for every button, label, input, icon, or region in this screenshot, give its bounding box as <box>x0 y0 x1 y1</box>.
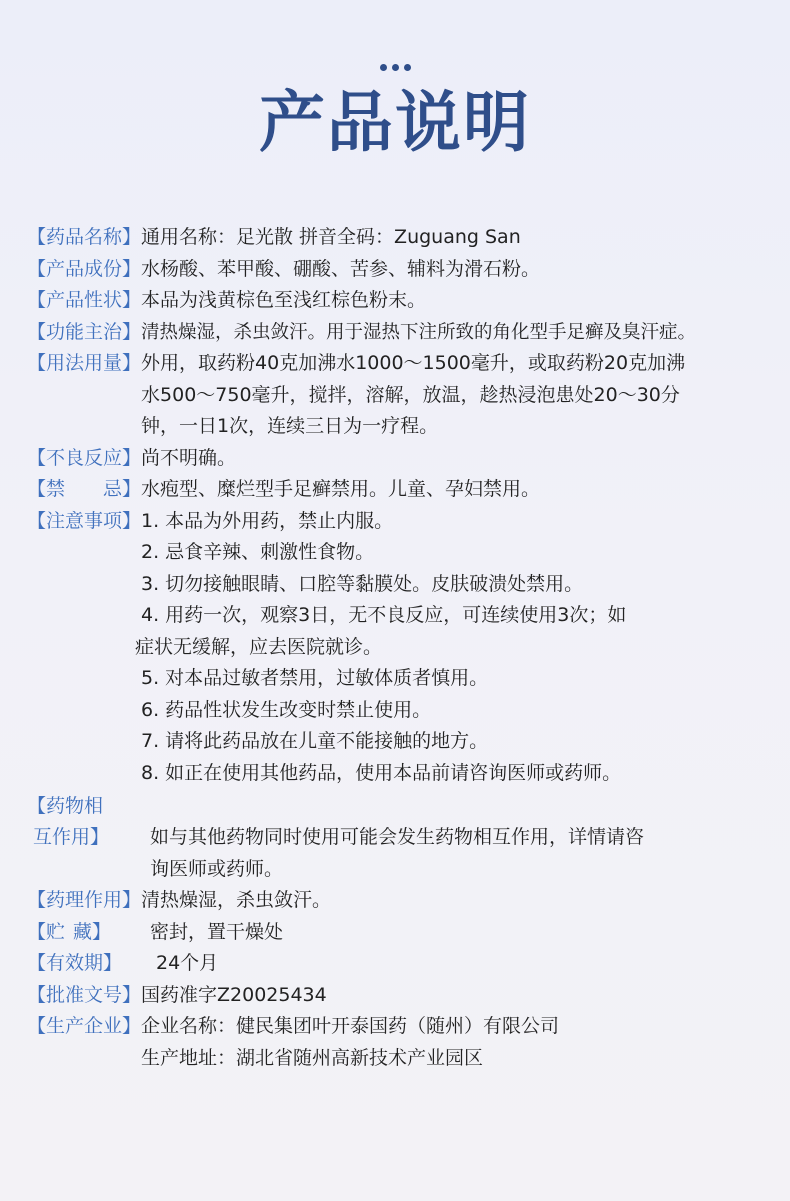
list-item-continuation: 症状无缓解，应去医院就诊。 <box>135 635 383 658</box>
section-label: 【药理作用】 <box>27 889 142 911</box>
section-validity <box>27 948 790 980</box>
section-label: 【不良反应】 <box>27 446 142 469</box>
section-label: 【有效期】 <box>27 952 123 974</box>
content-line: 通用名称：足光散 拼音全码：Zuguang San <box>141 226 521 248</box>
content-line: 清热燥湿，杀虫敛汗。 <box>141 889 332 911</box>
label-part: 【禁 <box>27 478 66 500</box>
list-item: 4. 用药一次，观察3日，无不良反应，可连续使用3次；如 <box>141 604 627 626</box>
section-label: 【产品性状】 <box>27 289 142 311</box>
list-item: 6. 药品性状发生改变时禁止使用。 <box>141 698 432 721</box>
section-contraindications <box>27 474 790 506</box>
section-label: 【注意事项】 <box>27 509 142 532</box>
list-item: 8. 如正在使用其他药品，使用本品前请咨询医师或药师。 <box>141 761 622 784</box>
product-description <box>27 222 790 1074</box>
section-interactions <box>27 791 790 885</box>
section-content <box>141 443 790 475</box>
section-dosage <box>27 348 790 443</box>
section-content <box>141 285 790 317</box>
content-line: 水疱型、糜烂型手足癣禁用。儿童、孕妇禁用。 <box>141 478 541 500</box>
section-adverse <box>27 443 790 475</box>
label-part: 藏】 <box>73 920 112 943</box>
section-storage <box>27 917 790 949</box>
section-content <box>150 917 790 949</box>
section-pharmacology <box>27 885 790 917</box>
section-manufacturer <box>27 1011 790 1074</box>
section-content <box>156 948 790 980</box>
label-line: 互作用】 <box>33 826 110 848</box>
section-label: 【生产企业】 <box>27 1015 142 1037</box>
section-content <box>135 506 790 790</box>
section-label: 【产品成份】 <box>27 257 142 280</box>
label-line: 【药物相 <box>27 795 104 817</box>
dot-icon <box>404 64 411 71</box>
content-line: 企业名称：健民集团叶开泰国药（随州）有限公司 <box>141 1015 560 1037</box>
section-content <box>141 222 790 254</box>
content-line: 本品为浅黄棕色至浅红棕色粉末。 <box>141 289 427 311</box>
content-line: 国药准字Z20025434 <box>141 983 327 1006</box>
section-label: 【用法用量】 <box>27 352 142 374</box>
section-label <box>27 791 150 853</box>
content-line: 询医师或药师。 <box>150 857 284 880</box>
page-title: 产品说明 <box>259 84 531 161</box>
content-line: 外用，取药粉40克加沸水1000～1500毫升，或取药粉20克加沸 <box>141 352 686 374</box>
content-line: 水500～750毫升，搅拌，溶解，放温，趁热浸泡患处20～30分 <box>141 383 680 406</box>
content-line: 钟，一日1次，连续三日为一疗程。 <box>141 415 439 437</box>
section-ingredients <box>27 254 790 286</box>
section-appearance <box>27 285 790 317</box>
section-label: 【药品名称】 <box>27 226 142 248</box>
section-label: 【批准文号】 <box>27 983 142 1006</box>
content-line: 密封，置干燥处 <box>150 920 284 943</box>
label-part: 【贮 <box>27 920 66 943</box>
list-item: 2. 忌食辛辣、刺激性食物。 <box>141 541 375 563</box>
label-part: 忌】 <box>103 478 142 500</box>
list-item: 3. 切勿接触眼睛、口腔等黏膜处。皮肤破溃处禁用。 <box>141 572 584 595</box>
list-item: 7. 请将此药品放在儿童不能接触的地方。 <box>141 730 489 752</box>
content-line: 尚不明确。 <box>141 446 237 469</box>
content-line: 如与其他药物同时使用可能会发生药物相互作用，详情请咨 <box>150 826 645 848</box>
content-line: 生产地址：湖北省随州高新技术产业园区 <box>141 1046 484 1069</box>
section-content <box>141 474 790 506</box>
content-line: 24个月 <box>156 952 219 974</box>
section-content <box>141 254 790 286</box>
section-content <box>141 348 790 443</box>
content-line: 水杨酸、苯甲酸、硼酸、苦参、辅料为滑石粉。 <box>141 257 541 280</box>
section-indications <box>27 317 790 349</box>
dot-icon <box>380 64 387 71</box>
decor-dots <box>0 56 790 66</box>
section-approval <box>27 980 790 1012</box>
section-content <box>141 1011 790 1074</box>
section-label: 【功能主治】 <box>27 320 142 343</box>
section-content <box>141 885 790 917</box>
dot-icon <box>392 64 399 71</box>
section-content <box>150 791 790 885</box>
section-name <box>27 222 790 254</box>
section-label <box>27 474 141 505</box>
section-content <box>141 980 790 1012</box>
content-line: 清热燥湿，杀虫敛汗。用于湿热下注所致的角化型手足癣及臭汗症。 <box>141 321 697 343</box>
section-precautions <box>27 506 790 790</box>
section-label <box>27 917 150 948</box>
list-item: 1. 本品为外用药，禁止内服。 <box>141 509 394 532</box>
list-item: 5. 对本品过敏者禁用，过敏体质者慎用。 <box>141 667 489 689</box>
section-content <box>141 317 790 349</box>
